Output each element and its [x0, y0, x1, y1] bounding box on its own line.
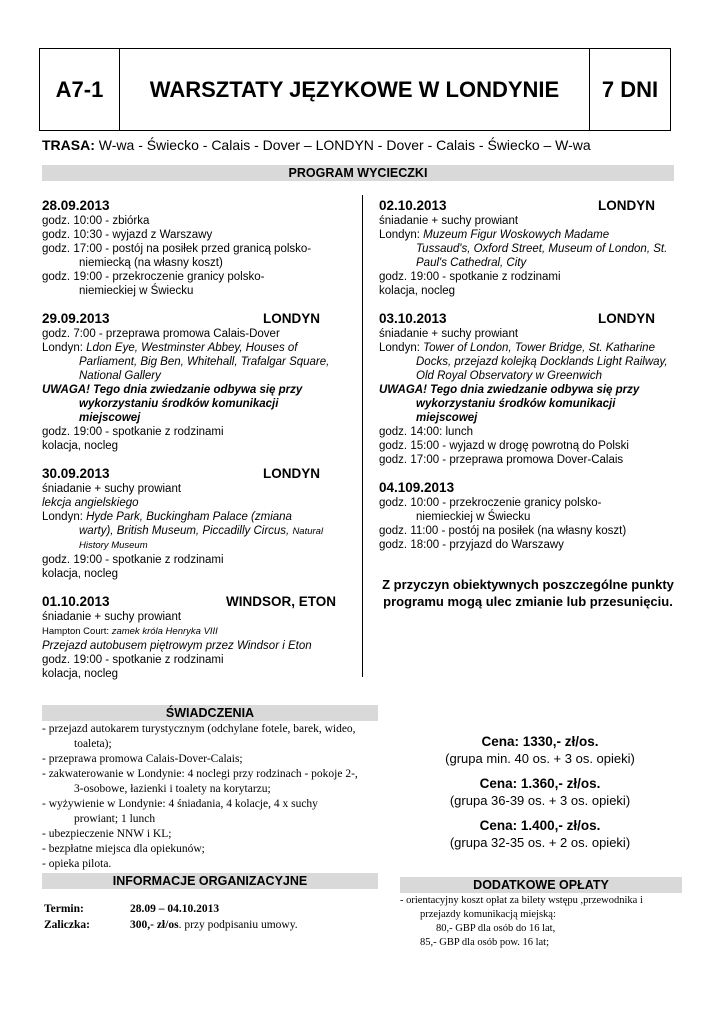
day-date: 04.109.2013 — [379, 480, 455, 495]
day-7 — [379, 479, 679, 552]
service-item: prowiant; 1 lunch — [74, 813, 156, 825]
sights: warty), British Museum, Piccadilly Circus, — [79, 525, 293, 537]
day-line: godz. 10:30 - wyjazd z Warszawy — [42, 229, 213, 241]
warning: miejscowej — [416, 412, 478, 424]
day-line: godz. 19:00 - przekroczenie granicy polsko- — [42, 271, 265, 283]
day-line: kolacja, nocleg — [42, 668, 119, 680]
city-label: Londyn: — [42, 342, 87, 354]
service-item: - opieka pilota. — [42, 858, 112, 870]
service-item: - ubezpieczenie NNW i KL; — [42, 828, 172, 840]
price-option — [400, 733, 680, 767]
sights: Hyde Park, Buckingham Palace (zmiana — [86, 511, 292, 523]
day-date: 02.10.2013 — [379, 198, 447, 213]
sights: Parliament, Big Ben, Whitehall, Trafalgar Square, — [79, 356, 330, 368]
extras-item: 85,- GBP dla osób pow. 16 lat; — [420, 937, 550, 948]
day-5 — [379, 197, 679, 298]
deposit-row — [44, 917, 298, 933]
day-6 — [379, 310, 679, 467]
day-date: 29.09.2013 — [42, 311, 110, 326]
price-list — [400, 733, 680, 859]
day-line: kolacja, nocleg — [42, 568, 119, 580]
tour-duration: 7 DNI — [601, 76, 659, 102]
note-line: Z przyczyn obiektywnych poszczególne punkty — [382, 577, 674, 592]
program-right-column — [379, 197, 679, 564]
sights: zamek króla Henryka VIII — [111, 626, 218, 637]
day-place: LONDYN — [263, 466, 320, 481]
service-item: - przejazd autokarem turystycznym (odchylane fotele, barek, wideo, — [42, 723, 356, 735]
day-line: godz. 10:00 - zbiórka — [42, 215, 150, 227]
price-value: Cena: 1.400,- zł/os. — [479, 818, 601, 833]
city-label: Londyn: — [379, 229, 424, 241]
term-row — [44, 901, 298, 917]
service-item: - wyżywienie w Londynie: 4 śniadania, 4 kolacje, 4 x suchy — [42, 798, 318, 810]
extras-item: - orientacyjny koszt opłat za bilety wstępu ,przewodnika i — [400, 895, 643, 906]
service-item: toaleta); — [74, 738, 112, 750]
deposit-value: 300,- zł/os — [130, 919, 179, 931]
day-line: godz. 11:00 - postój na posiłek (na własny koszt) — [379, 525, 627, 537]
day-line: godz. 10:00 - przekroczenie granicy polsko- — [379, 497, 602, 509]
services-list — [42, 722, 382, 872]
day-place: WINDSOR, ETON — [225, 594, 336, 609]
sights: Old Royal Observatory w Greenwich — [416, 370, 602, 382]
sights: Tower of London, Tower Bridge, St. Katharine — [423, 342, 655, 354]
day-line: niemieckiej w Świecku — [79, 285, 194, 297]
price-group: (grupa 32-35 os. + 2 os. opieki) — [449, 835, 631, 850]
day-line: kolacja, nocleg — [379, 285, 456, 297]
warning: wykorzystaniu środków komunikacji — [416, 398, 616, 410]
day-line — [42, 624, 356, 639]
day-line: Przejazd autobusem piętrowym przez Windsor i Eton — [42, 640, 312, 652]
day-line: śniadanie + suchy prowiant — [379, 328, 519, 340]
day-1 — [42, 197, 356, 298]
day-place: LONDYN — [598, 198, 655, 213]
day-4 — [42, 593, 356, 681]
price-option — [400, 775, 680, 809]
service-item: - bezpłatne miejsca dla opiekunów; — [42, 843, 205, 855]
org-title: INFORMACJE ORGANIZACYJNE — [42, 873, 378, 889]
price-group: (grupa min. 40 os. + 3 os. opieki) — [445, 751, 635, 766]
day-line: godz. 14:00: lunch — [379, 426, 473, 438]
day-line — [42, 510, 356, 524]
day-date: 01.10.2013 — [42, 594, 110, 609]
day-3 — [42, 465, 356, 581]
day-line: śniadanie + suchy prowiant — [379, 215, 519, 227]
day-line — [379, 341, 679, 355]
program-note — [372, 576, 684, 610]
warning: UWAGA! Tego dnia zwiedzanie odbywa się przy — [42, 384, 303, 396]
extras-item: przejazdy komunikacją miejską: — [420, 909, 556, 920]
route-text: W-wa - Świecko - Calais - Dover – LONDYN - Dover - Calais - Świecko – W-wa — [94, 137, 591, 153]
city-label: Londyn: — [42, 511, 87, 523]
warning: miejscowej — [79, 412, 141, 424]
sights: History Museum — [79, 540, 148, 551]
day-2 — [42, 310, 356, 453]
sights: National Gallery — [79, 370, 161, 382]
warning: UWAGA! Tego dnia zwiedzanie odbywa się przy — [379, 384, 640, 396]
place-label: Hampton Court: — [42, 626, 112, 637]
sights: Natural — [292, 526, 324, 537]
header-box — [39, 48, 671, 131]
org-info — [44, 901, 298, 933]
day-date: 28.09.2013 — [42, 198, 110, 213]
price-option — [400, 817, 680, 851]
route-line — [42, 137, 591, 153]
service-item: - zakwaterowanie w Londynie: 4 noclegi przy rodzinach - pokoje 2-, — [42, 768, 358, 780]
sights: Muzeum Figur Woskowych Madame — [423, 229, 610, 241]
deposit-note: . przy podpisaniu umowy. — [178, 919, 298, 931]
sights: Docks, przejazd kolejką Docklands Light Railway, — [416, 356, 668, 368]
price-value: Cena: 1330,- zł/os. — [481, 734, 599, 749]
extras-item: 80,- GBP dla osób do 16 lat, — [436, 923, 556, 934]
warning: wykorzystaniu środków komunikacji — [79, 398, 279, 410]
sights: Paul's Cathedral, City — [416, 257, 527, 269]
day-place: LONDYN — [598, 311, 655, 326]
day-place: LONDYN — [263, 311, 320, 326]
sights: Ldon Eye, Westminster Abbey, Houses of — [86, 342, 298, 354]
tour-title: WARSZTATY JĘZYKOWE W LONDYNIE — [120, 49, 590, 130]
city-label: Londyn: — [379, 342, 424, 354]
day-line: godz. 17:00 - postój na posiłek przed granicą polsko- — [42, 243, 312, 255]
day-line: niemieckiej w Świecku — [416, 511, 531, 523]
service-item: 3-osobowe, łazienki i toalety na korytarzu; — [74, 783, 271, 795]
day-line: godz. 15:00 - wyjazd w drogę powrotną do Polski — [379, 440, 629, 452]
program-left-column — [42, 197, 356, 693]
deposit-label: Zaliczka: — [44, 919, 90, 931]
note-line: programu mogą ulec zmianie lub przesunięciu. — [383, 594, 673, 609]
term-label: Termin: — [44, 903, 84, 915]
day-line: godz. 19:00 - spotkanie z rodzinami — [42, 554, 224, 566]
service-item: - przeprawa promowa Calais-Dover-Calais; — [42, 753, 243, 765]
day-line: godz. 18:00 - przyjazd do Warszawy — [379, 539, 564, 551]
extras-title: DODATKOWE OPŁATY — [400, 877, 682, 893]
day-line — [42, 341, 356, 355]
day-line — [379, 228, 679, 242]
column-divider — [362, 195, 363, 677]
tour-code: A7-1 — [40, 49, 120, 130]
sights — [42, 524, 356, 539]
price-group: (grupa 36-39 os. + 3 os. opieki) — [449, 793, 631, 808]
day-date: 30.09.2013 — [42, 466, 110, 481]
day-line: kolacja, nocleg — [42, 440, 119, 452]
day-line: lekcja angielskiego — [42, 497, 139, 509]
day-line: niemiecką (na własny koszt) — [79, 257, 223, 269]
day-line: godz. 19:00 - spotkanie z rodzinami — [42, 426, 224, 438]
day-line: śniadanie + suchy prowiant — [42, 611, 182, 623]
route-label: TRASA: — [42, 137, 95, 153]
program-title: PROGRAM WYCIECZKI — [42, 165, 674, 181]
extras-list — [400, 894, 682, 950]
term-value: 28.09 – 04.10.2013 — [130, 903, 220, 915]
day-date: 03.10.2013 — [379, 311, 447, 326]
day-line: godz. 7:00 - przeprawa promowa Calais-Dover — [42, 328, 280, 340]
day-line: godz. 19:00 - spotkanie z rodzinami — [379, 271, 561, 283]
day-line: śniadanie + suchy prowiant — [42, 483, 182, 495]
day-line: godz. 19:00 - spotkanie z rodzinami — [42, 654, 224, 666]
sights: Tussaud's, Oxford Street, Museum of London, St. — [416, 243, 668, 255]
price-value: Cena: 1.360,- zł/os. — [479, 776, 601, 791]
services-title: ŚWIADCZENIA — [42, 705, 378, 721]
day-line: godz. 17:00 - przeprawa promowa Dover-Calais — [379, 454, 624, 466]
